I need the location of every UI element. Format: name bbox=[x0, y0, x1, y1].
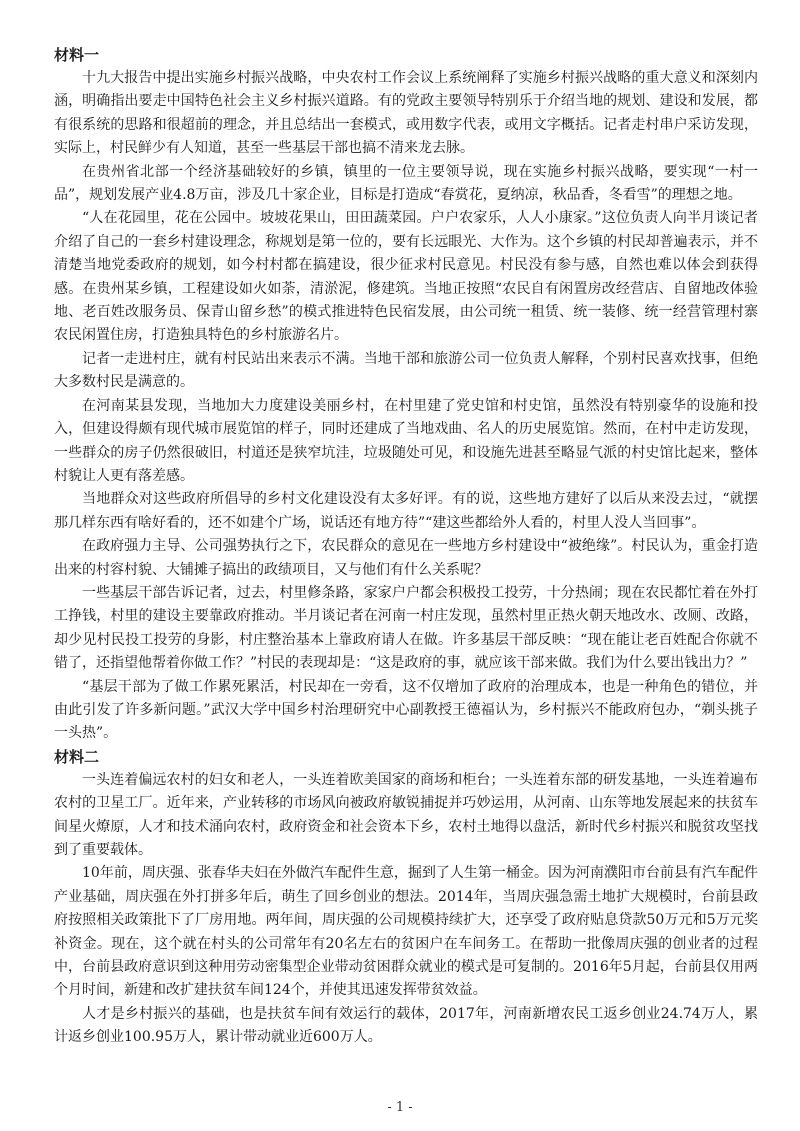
section-heading-material-2: 材料二 bbox=[54, 747, 100, 766]
paragraph: 一头连着偏远农村的妇女和老人，一头连着欧美国家的商场和柜台；一头连着东部的研发基地，一头连着遍布农村的卫星工厂。近年来，产业转移的市场风向被政府敏锐捕捉并巧妙运用，从河南、山东等地发展起来的扶贫车间星火燎原，人才和技术涌向农村，政府资金和社会资本下乡，农村土地得以盘活，新时代乡村振兴和脱贫攻坚找到了重要载体。 bbox=[54, 771, 758, 858]
paragraph: 一些基层干部告诉记者，过去，村里修条路，家家户户都会积极投工投劳，十分热闹；现在农民都忙着在外打工挣钱，村里的建设主要靠政府推动。半月谈记者在河南一村庄发现，虽然村里正热火朝天地改水、改厕、改路，却少见村民投工投劳的身影，村庄整治基本上靠政府请人在做。许多基层干部反映：“现在能让老百姓配合你就不错了，还指望他帮着你做工作？”村民的表现却是：“这是政府的事，就应该干部来做。我们为什么要出钱出力？” bbox=[54, 584, 758, 672]
paragraph: 记者一走进村庄，就有村民站出来表示不满。当地干部和旅游公司一位负责人解释，个别村民喜欢找事，但绝大多数村民是满意的。 bbox=[54, 350, 758, 391]
paragraph: 在贵州省北部一个经济基础较好的乡镇，镇里的一位主要领导说，现在实施乡村振兴战略，要实现“一村一品”，规划发展产业4.8万亩，涉及几十家企业，目标是打造成“春赏花，夏纳凉，秋品香，冬看雪”的理想之地。 bbox=[54, 163, 758, 204]
paragraph: 十九大报告中提出实施乡村振兴战略，中央农村工作会议上系统阐释了实施乡村振兴战略的重大意义和深刻内涵，明确指出要走中国特色社会主义乡村振兴道路。有的党政主要领导特别乐于介绍当地的规划、建设和发展，都有很系统的思路和很超前的理念，并且总结出一套模式，或用数字代表，或用文字概括。记者走村串户采访发现，实际上，村民鲜少有人知道，甚至一些基层干部也搞不清来龙去脉。 bbox=[54, 70, 758, 157]
document-body bbox=[54, 44, 758, 1050]
paragraph: 人才是乡村振兴的基础，也是扶贫车间有效运行的载体，2017年，河南新增农民工返乡创业24.74万人，累计返乡创业100.95万人，累计带动就业近600万人。 bbox=[54, 1005, 758, 1046]
paragraph: 在河南某县发现，当地加大力度建设美丽乡村，在村里建了党史馆和村史馆，虽然没有特别豪华的设施和投入，但建设得颇有现代城市展览馆的样子，同时还建成了当地戏曲、名人的历史展览馆。然而，在村中走访发现，一些群众的房子仍然很破旧，村道还是狭窄坑洼，垃圾随处可见，和设施先进甚至略显气派的村史馆比起来，整体村貌让人更有落差感。 bbox=[54, 397, 758, 484]
page-number: - 1 - bbox=[387, 1100, 413, 1115]
paragraph: “人在花园里，花在公园中。坡坡花果山，田田蔬菜园。户户农家乐，人人小康家。”这位负责人向半月谈记者介绍了自己的一套乡村建设理念，称规划是第一位的，要有长远眼光、大作为。这个乡镇的村民却普遍表示，并不清楚当地党委政府的规划，如今村村都在搞建设，很少征求村民意见。村民没有参与感，自然也难以体会到获得感。在贵州某乡镇，工程建设如火如荼，清淤泥，修建筑。当地正按照“农民自有闲置房改经营店、自留地改体验地、老百姓改服务员、保青山留乡愁”的模式推进特色民宿发展，由公司统一租赁、统一装修、统一经营管理村寨农民闲置住房，打造独具特色的乡村旅游名片。 bbox=[54, 210, 758, 344]
paragraph: “基层干部为了做工作累死累活，村民却在一旁看，这不仅增加了政府的治理成本，也是一种角色的错位，并由此引发了许多新问题。”武汉大学中国乡村治理研究中心副教授王德福认为，乡村振兴不能政府包办，“剃头挑子一头热”。 bbox=[54, 678, 758, 742]
paragraph: 在政府强力主导、公司强势执行之下，农民群众的意见在一些地方乡村建设中“被绝缘”。村民认为，重金打造出来的村容村貌、大铺摊子搞出的政绩项目，又与他们有什么关系呢？ bbox=[54, 538, 758, 578]
paragraph: 10年前，周庆强、张春华夫妇在外做汽车配件生意，掘到了人生第一桶金。因为河南濮阳市台前县有汽车配件产业基础，周庆强在外打拼多年后，萌生了回乡创业的想法。2014年，当周庆强急需土地扩大规模时，台前县政府按照相关政策批下了厂房用地。两年间，周庆强的公司规模持续扩大，还享受了政府贴息贷款50万元和5万元奖补资金。现在，这个就在村头的公司常年有20名左右的贫困户在车间务工。在帮助一批像周庆强的创业者的过程中，台前县政府意识到这种用劳动密集型企业带动贫困群众就业的模式是可复制的。2016年5月起，台前县仅用两个月时间，新建和改扩建扶贫车间124个，并使其迅速发挥带贫效益。 bbox=[54, 865, 758, 999]
section-heading-material-1: 材料一 bbox=[54, 46, 100, 64]
paragraph: 当地群众对这些政府所倡导的乡村文化建设没有太多好评。有的说，这些地方建好了以后从来没去过，“就摆那几样东西有啥好看的，还不如建个广场，说话还有地方待”“建这些都给外人看的，村里人没人当回事”。 bbox=[54, 491, 758, 531]
